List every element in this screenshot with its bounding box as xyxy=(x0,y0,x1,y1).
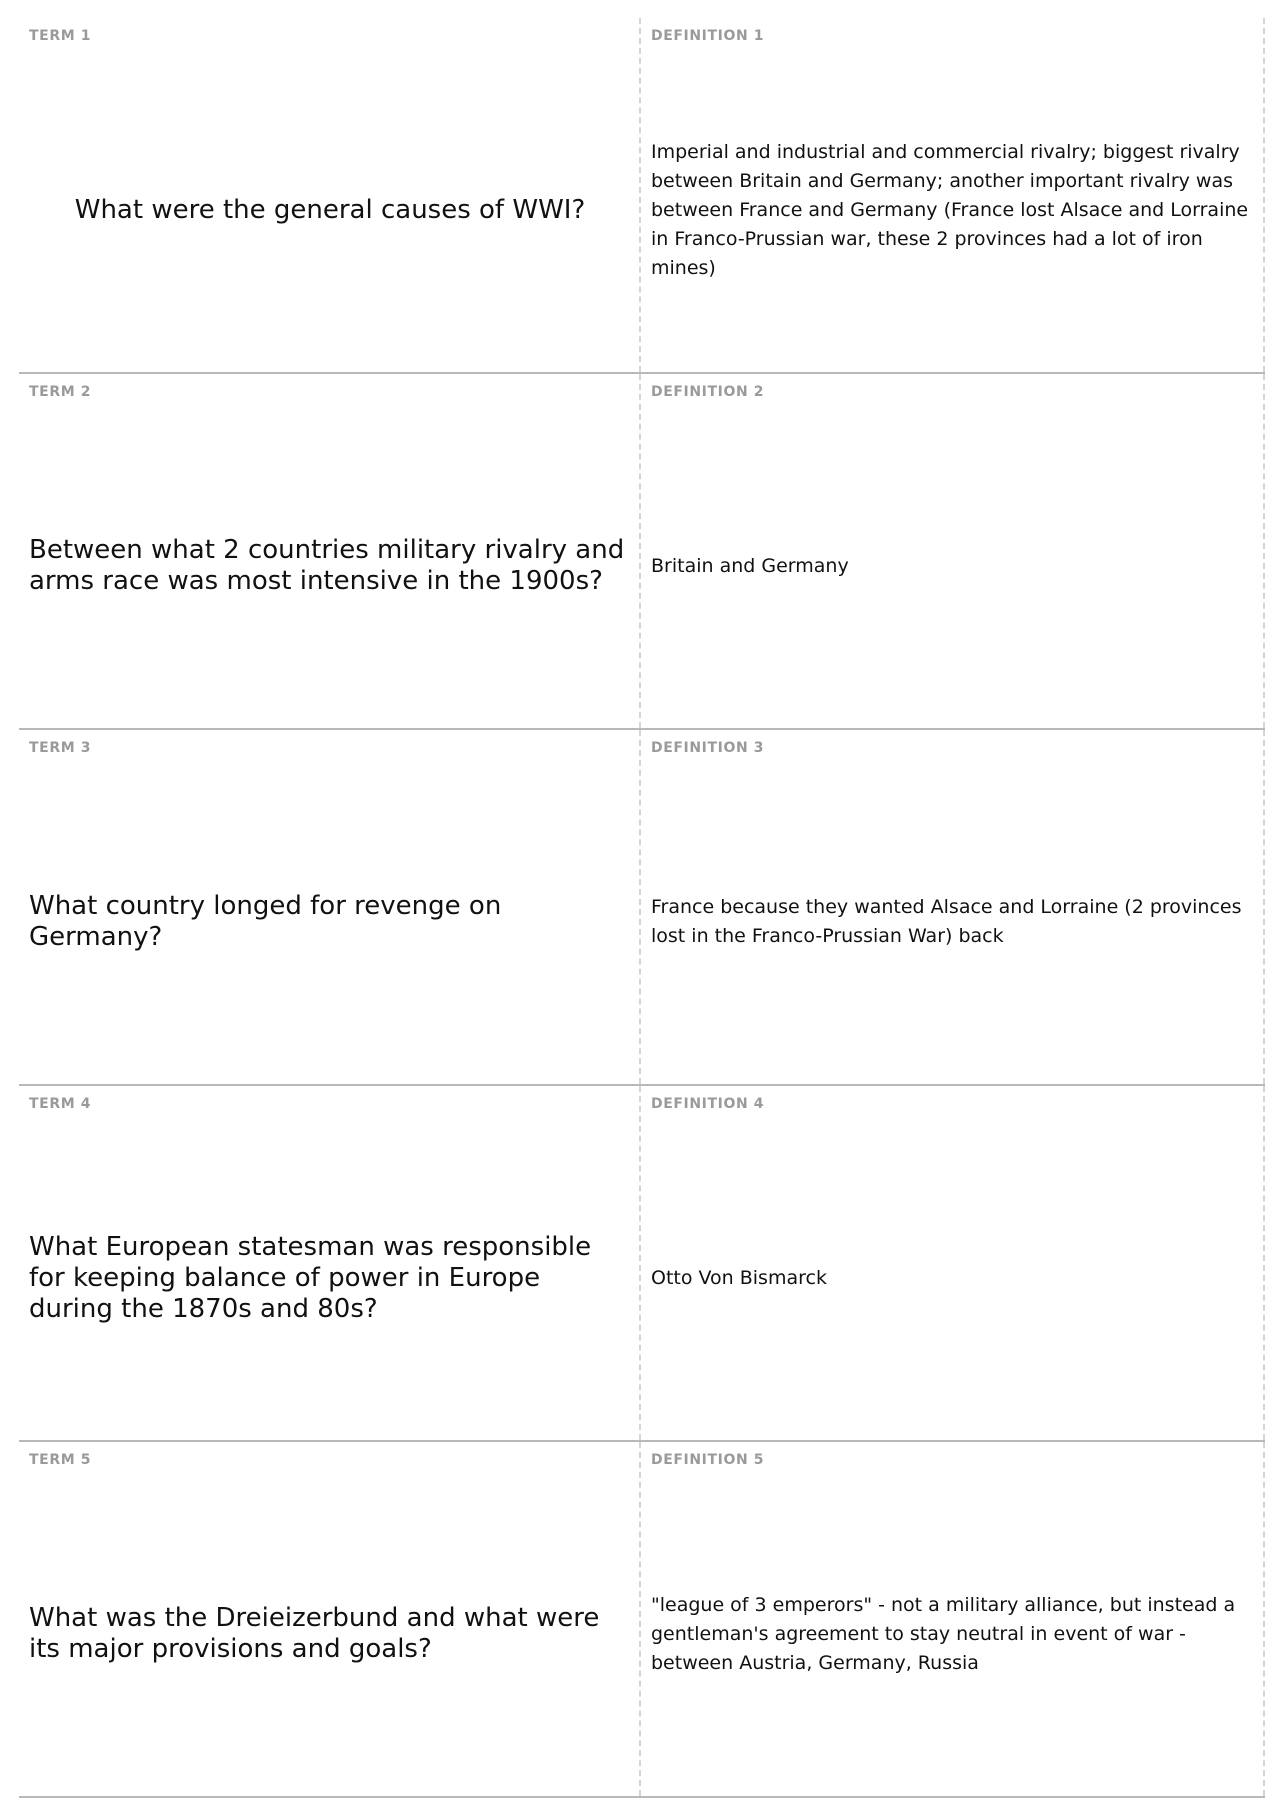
term-cell xyxy=(19,1442,641,1796)
term-text: What was the Dreieizerbund and what were its major provisions and goals? xyxy=(29,1603,600,1664)
definition-body xyxy=(651,1126,1255,1430)
definition-cell xyxy=(641,374,1265,728)
term-body xyxy=(29,770,631,1074)
definition-label: DEFINITION 4 xyxy=(651,1096,765,1112)
definition-label: DEFINITION 3 xyxy=(651,740,765,756)
definition-label: DEFINITION 5 xyxy=(651,1452,765,1468)
term-body xyxy=(29,1482,631,1786)
flashcard-row xyxy=(19,1442,1265,1798)
definition-label: DEFINITION 1 xyxy=(651,28,765,44)
definition-text: "league of 3 emperors" - not a military alliance, but instead a gentleman's agreement to stay neutral in event of war - between Austria, Germany, Russia xyxy=(651,1593,1236,1674)
term-label: TERM 5 xyxy=(29,1452,92,1468)
flashcard-row xyxy=(19,1086,1265,1442)
term-cell xyxy=(19,730,641,1084)
term-text: What were the general causes of WWI? xyxy=(74,194,586,225)
flashcard-sheet xyxy=(19,18,1265,1798)
flashcard-row xyxy=(19,18,1265,374)
term-label: TERM 2 xyxy=(29,384,92,400)
term-text: Between what 2 countries military rivalry and arms race was most intensive in the 1900s? xyxy=(29,535,625,596)
definition-text: France because they wanted Alsace and Lorraine (2 provinces lost in the Franco-Prussian War) back xyxy=(651,896,1242,947)
definition-body xyxy=(651,414,1255,718)
term-label: TERM 3 xyxy=(29,740,92,756)
definition-text: Britain and Germany xyxy=(651,554,849,577)
term-text: What European statesman was responsible for keeping balance of power in Europe during the 1870s and 80s? xyxy=(29,1231,592,1324)
definition-label: DEFINITION 2 xyxy=(651,384,765,400)
flashcard-row xyxy=(19,730,1265,1086)
definition-text: Otto Von Bismarck xyxy=(651,1266,827,1289)
definition-body xyxy=(651,770,1255,1074)
definition-body xyxy=(651,1482,1255,1786)
definition-cell xyxy=(641,18,1265,372)
definition-cell xyxy=(641,1086,1265,1440)
term-text: What country longed for revenge on Germany? xyxy=(29,891,502,952)
term-body xyxy=(29,58,631,362)
term-cell xyxy=(19,374,641,728)
definition-text: Imperial and industrial and commercial rivalry; biggest rivalry between Britain and Germany; another important rivalry was between France and Germany (France lost Alsace and Lorraine in Franco-Prussian war, these 2 provinces had a lot of iron mines) xyxy=(651,140,1249,279)
definition-cell xyxy=(641,730,1265,1084)
definition-body xyxy=(651,58,1255,362)
term-cell xyxy=(19,18,641,372)
term-body xyxy=(29,1126,631,1430)
term-cell xyxy=(19,1086,641,1440)
term-body xyxy=(29,414,631,718)
term-label: TERM 4 xyxy=(29,1096,92,1112)
flashcard-row xyxy=(19,374,1265,730)
definition-cell xyxy=(641,1442,1265,1796)
term-label: TERM 1 xyxy=(29,28,92,44)
